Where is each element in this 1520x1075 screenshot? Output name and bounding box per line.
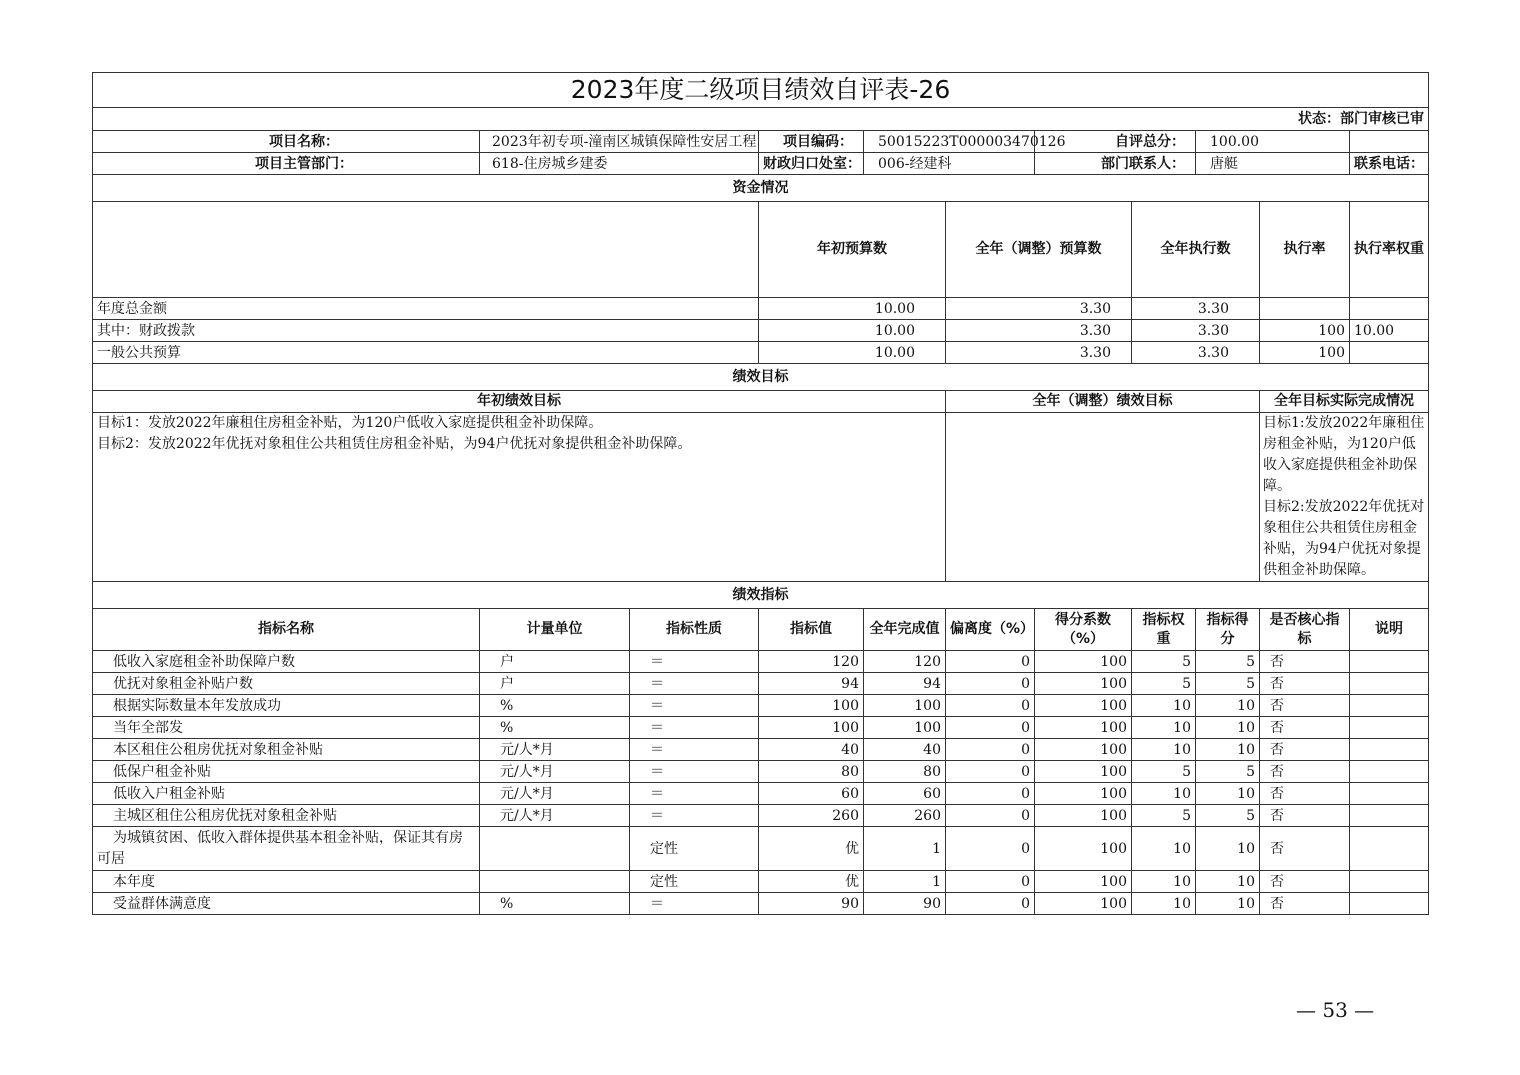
funds-row: 其中：财政拨款 10.00 3.30 3.30 100 10.00 bbox=[93, 320, 1429, 342]
indicator-row: 为城镇贫困、低收入群体提供基本租金补贴，保证其有房可居 定性 优 1 0 100 10 10 否 bbox=[93, 827, 1429, 871]
goals-header-initial: 年初绩效目标 bbox=[93, 391, 946, 413]
indicator-row: 本区租住公租房优抚对象租金补贴 元/人*月 ＝ 40 40 0 100 10 10 否 bbox=[93, 739, 1429, 761]
ind-header-unit: 计量单位 bbox=[480, 609, 630, 651]
funds-header-blank bbox=[93, 202, 759, 298]
goals-header-adjusted: 全年（调整）绩效目标 bbox=[946, 391, 1260, 413]
indicators-section-title: 绩效指标 bbox=[93, 582, 1429, 609]
ind-header-weight: 指标权重 bbox=[1132, 609, 1196, 651]
indicator-row: 主城区租住公租房优抚对象租金补贴 元/人*月 ＝ 260 260 0 100 5 5 否 bbox=[93, 805, 1429, 827]
indicator-row: 受益群体满意度 % ＝ 90 90 0 100 10 10 否 bbox=[93, 893, 1429, 915]
project-name-label: 项目名称： bbox=[93, 131, 480, 153]
project-name-value: 2023年初专项-潼南区城镇保障性安居工程 bbox=[480, 131, 759, 153]
status-text: 状态：部门审核已审 bbox=[93, 108, 1429, 131]
goals-actual bbox=[1260, 413, 1429, 582]
contact-label: 部门联系人： bbox=[1035, 153, 1196, 175]
indicator-row: 低保户租金补贴 元/人*月 ＝ 80 80 0 100 5 5 否 bbox=[93, 761, 1429, 783]
goals-header-actual: 全年目标实际完成情况 bbox=[1260, 391, 1429, 413]
funds-section-title: 资金情况 bbox=[93, 175, 1429, 202]
ind-header-note: 说明 bbox=[1350, 609, 1429, 651]
ind-header-core: 是否核心指标 bbox=[1260, 609, 1350, 651]
ind-header-score: 指标得分 bbox=[1196, 609, 1260, 651]
dept-value: 618-住房城乡建委 bbox=[480, 153, 759, 175]
indicators-header-row bbox=[93, 609, 1429, 651]
ind-header-coefficient: 得分系数（%） bbox=[1035, 609, 1132, 651]
goal-actual-1: 目标1:发放2022年廉租住房租金补贴，为120户低收入家庭提供租金补助保障。 bbox=[1263, 415, 1425, 494]
funds-header-rate: 执行率 bbox=[1260, 202, 1350, 298]
funds-header-weight: 执行率权重 bbox=[1350, 202, 1429, 298]
funds-header-initial: 年初预算数 bbox=[759, 202, 946, 298]
goal-initial-1: 目标1：发放2022年廉租住房租金补贴，为120户低收入家庭提供租金补助保障。 bbox=[97, 415, 603, 431]
ind-header-deviation: 偏离度（%） bbox=[946, 609, 1035, 651]
indicator-row: 当年全部发 % ＝ 100 100 0 100 10 10 否 bbox=[93, 717, 1429, 739]
funds-header-executed: 全年执行数 bbox=[1132, 202, 1260, 298]
goals-initial bbox=[93, 413, 946, 582]
indicator-row: 低收入户租金补贴 元/人*月 ＝ 60 60 0 100 10 10 否 bbox=[93, 783, 1429, 805]
dept-label: 项目主管部门： bbox=[93, 153, 480, 175]
indicator-row: 根据实际数量本年发放成功 % ＝ 100 100 0 100 10 10 否 bbox=[93, 695, 1429, 717]
indicator-row: 低收入家庭租金补助保障户数 户 ＝ 120 120 0 100 5 5 否 bbox=[93, 651, 1429, 673]
funds-row: 年度总金额 10.00 3.30 3.30 bbox=[93, 298, 1429, 320]
goals-adjusted bbox=[946, 413, 1260, 582]
ind-header-actual: 全年完成值 bbox=[864, 609, 946, 651]
project-code-label: 项目编码： bbox=[759, 131, 864, 153]
finance-value: 006-经建科 bbox=[864, 153, 1035, 175]
project-code-value: 50015223T000003470126 bbox=[864, 131, 1035, 153]
finance-label: 财政归口处室： bbox=[759, 153, 864, 175]
page-title: 2023年度二级项目绩效自评表-26 bbox=[93, 73, 1429, 108]
funds-header-adjusted: 全年（调整）预算数 bbox=[946, 202, 1132, 298]
contact-value: 唐艇 bbox=[1196, 153, 1350, 175]
funds-row: 一般公共预算 10.00 3.30 3.30 100 bbox=[93, 342, 1429, 364]
goal-actual-2: 目标2:发放2022年优抚对象租住公共租赁住房租金补贴，为94户优抚对象提供租金补助保障。 bbox=[1263, 499, 1425, 578]
score-value: 100.00 bbox=[1196, 131, 1350, 153]
ind-header-name: 指标名称 bbox=[93, 609, 480, 651]
indicator-row: 优抚对象租金补贴户数 户 ＝ 94 94 0 100 5 5 否 bbox=[93, 673, 1429, 695]
score-label: 自评总分： bbox=[1035, 131, 1196, 153]
phone-label: 联系电话： bbox=[1350, 153, 1429, 175]
ind-header-target: 指标值 bbox=[759, 609, 864, 651]
self-evaluation-table bbox=[92, 72, 1429, 915]
indicator-row: 本年度 定性 优 1 0 100 10 10 否 bbox=[93, 871, 1429, 893]
ind-header-nature: 指标性质 bbox=[630, 609, 759, 651]
page-number: — 53 — bbox=[1296, 998, 1375, 1022]
goal-initial-2: 目标2：发放2022年优抚对象租住公共租赁住房租金补贴，为94户优抚对象提供租金补助保障。 bbox=[97, 436, 692, 452]
score-blank bbox=[1350, 131, 1429, 153]
goals-section-title: 绩效目标 bbox=[93, 364, 1429, 391]
